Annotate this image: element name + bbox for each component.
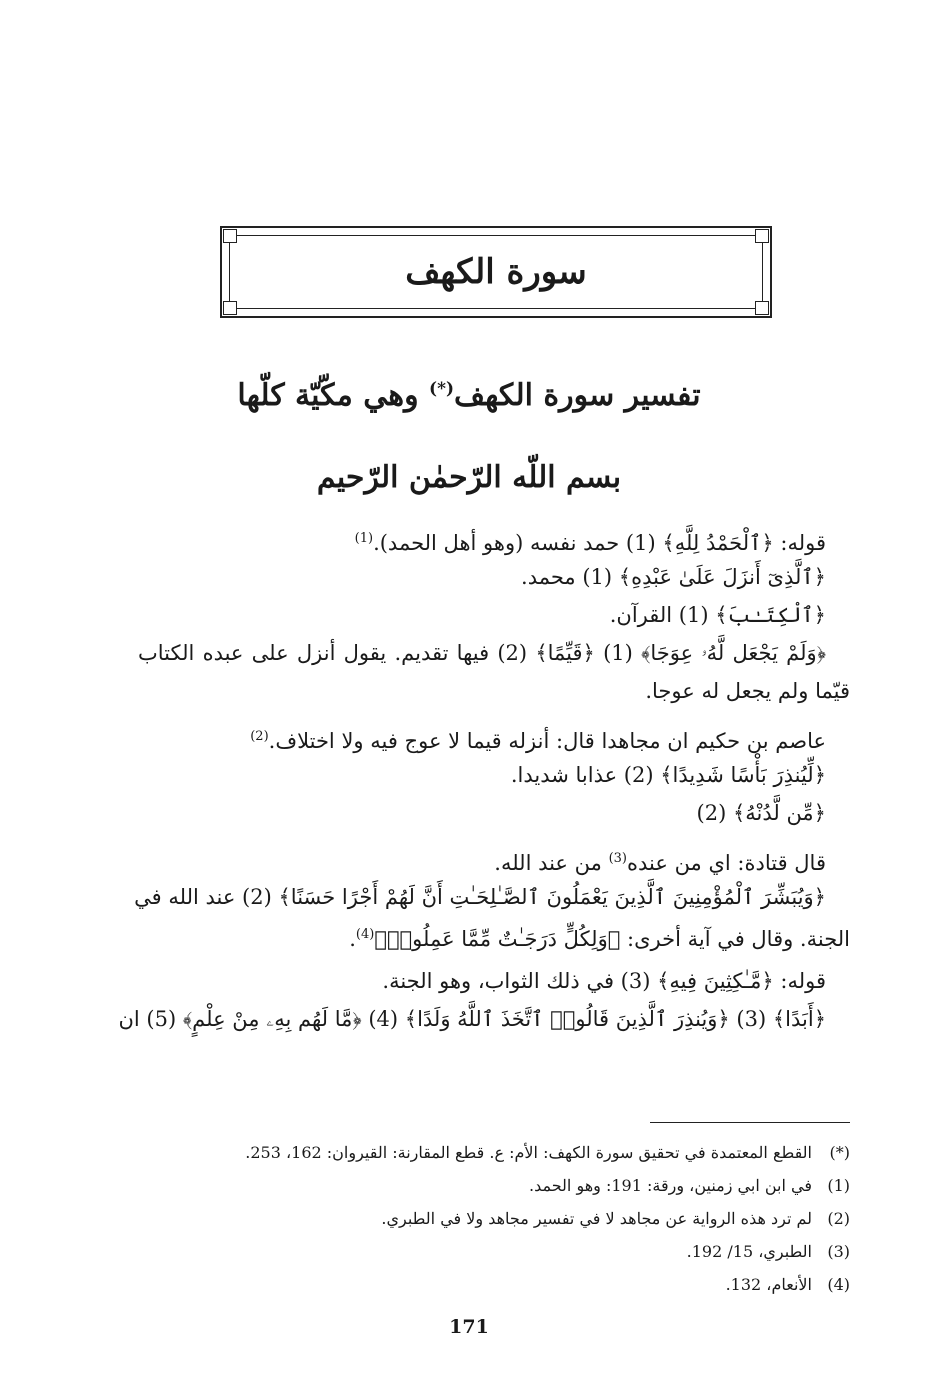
footnote	[140, 1235, 850, 1268]
text-line	[138, 840, 850, 878]
text-line: ﴿ٱلَّذِىٓ أَنزَلَ عَلَىٰ عَبْدِهِ﴾ (1) محمد.	[521, 565, 826, 589]
paragraph-gap	[138, 954, 850, 962]
footnote-ref: (2)	[250, 729, 269, 744]
text-line	[138, 916, 850, 954]
text-line-period: .	[349, 927, 356, 951]
footnote-text: الطبري، 15/ 192.	[686, 1242, 812, 1261]
footnote-divider	[650, 1122, 850, 1123]
chapter-heading-rest: وهي مكّيّة كلّها	[237, 378, 430, 413]
footnote	[140, 1268, 850, 1301]
paragraph-gap	[138, 710, 850, 718]
text-line: ﴿وَلَمْ يَجْعَل لَّهُۥ عِوَجَا﴾ (1) ﴿قَيِّمًا﴾ (2) فيها تقديم. يقول أنزل على عبده الكتاب	[138, 641, 827, 665]
footnote-text: لم ترد هذه الرواية عن مجاهد لا في تفسير مجاهد ولا في الطبري.	[381, 1209, 812, 1228]
frame-corner-ornament	[223, 301, 237, 315]
footnote-text: الأنعام، 132.	[725, 1275, 812, 1294]
footnote-number: (1)	[827, 1176, 850, 1195]
text-line-content: عاصم بن حكيم ان مجاهدا قال: أنزله قيما لا عوج فيه ولا اختلاف.	[268, 729, 826, 753]
text-line: ﴿مِّن لَّدُنْهُ﴾ (2)	[696, 801, 826, 825]
footnote-ref: (1)	[354, 531, 374, 546]
footnote-text: القطع المعتمدة في تحقيق سورة الكهف: الأم: ع. قطع المقارنة: القيروان: 162، 253.	[245, 1143, 812, 1162]
frame-corner-ornament	[755, 229, 769, 243]
text-line: ﴿أَبَدًا﴾ (3) ﴿وَيُنذِرَ ٱلَّذِينَ قَالُوا۟ ٱتَّخَذَ ٱللَّهُ وَلَدًا﴾ (4) ﴿مَّا لَهُم بِهِۦ مِنْ عِلْمٍ﴾ (5) ان	[118, 1007, 826, 1031]
footnote-ref: (3)	[608, 851, 627, 866]
chapter-heading-footnote-mark: (*)	[429, 379, 455, 399]
text-line: ﴿لِّيُنذِرَ بَأْسًا شَدِيدًا﴾ (2) عذابا شديدا.	[510, 763, 826, 787]
text-line-content: الجنة. وقال في آية أخرى: ﴿وَلِكُلٍّ دَرَجَـٰتٌ مِّمَّا عَمِلُوا۟﴾	[374, 927, 850, 951]
text-line: قوله: ﴿مَّـٰكِثِينَ فِيهِ﴾ (3) في ذلك الثواب، وهو الجنة.	[382, 969, 826, 993]
chapter-heading-main: تفسير سورة الكهف	[454, 378, 701, 413]
footnote	[140, 1169, 850, 1202]
footnote-number: (2)	[827, 1209, 850, 1228]
text-line: ﴿ٱلْكِتَـٰبَ﴾ (1) القرآن.	[609, 603, 826, 627]
text-line-content: قال قتادة: اي من عنده	[627, 851, 826, 875]
footnote-number: (4)	[827, 1275, 850, 1294]
text-line: قيّما ولم يجعل له عوجا.	[645, 679, 850, 703]
footnote	[140, 1202, 850, 1235]
surah-title: سورة الكهف	[405, 252, 587, 292]
footnote-ref: (4)	[355, 927, 375, 942]
text-line-content: قوله: ﴿ٱلْحَمْدُ لِلَّهِ﴾ (1) حمد نفسه (وهو أهل الحمد).	[373, 531, 826, 555]
surah-title-frame	[220, 226, 772, 318]
text-line: ﴿وَيُبَشِّرَ ٱلْمُؤْمِنِينَ ٱلَّذِينَ يَعْمَلُونَ ٱلصَّـٰلِحَـٰتِ أَنَّ لَهُمْ أَجْرًا حَسَنًا﴾ (2) عند الله في	[134, 885, 826, 909]
surah-title-inner-frame	[229, 235, 763, 309]
chapter-heading	[140, 378, 798, 413]
footnote	[140, 1136, 850, 1169]
commentary-body	[118, 520, 850, 1038]
footnotes	[140, 1136, 850, 1301]
frame-corner-ornament	[223, 229, 237, 243]
text-line	[138, 718, 850, 756]
page-number: 171	[449, 1316, 489, 1338]
frame-corner-ornament	[755, 301, 769, 315]
footnote-number: (3)	[827, 1242, 850, 1261]
footnote-number: (*)	[829, 1143, 850, 1162]
footnote-text: في ابن ابي زمنين، ورقة: 191: وهو الحمد.	[528, 1176, 812, 1195]
paragraph-gap	[138, 832, 850, 840]
basmala: بسم اللّه الرّحمٰن الرّحيم	[316, 460, 622, 495]
text-line-content: من عند الله.	[494, 851, 609, 875]
text-line	[138, 520, 850, 558]
